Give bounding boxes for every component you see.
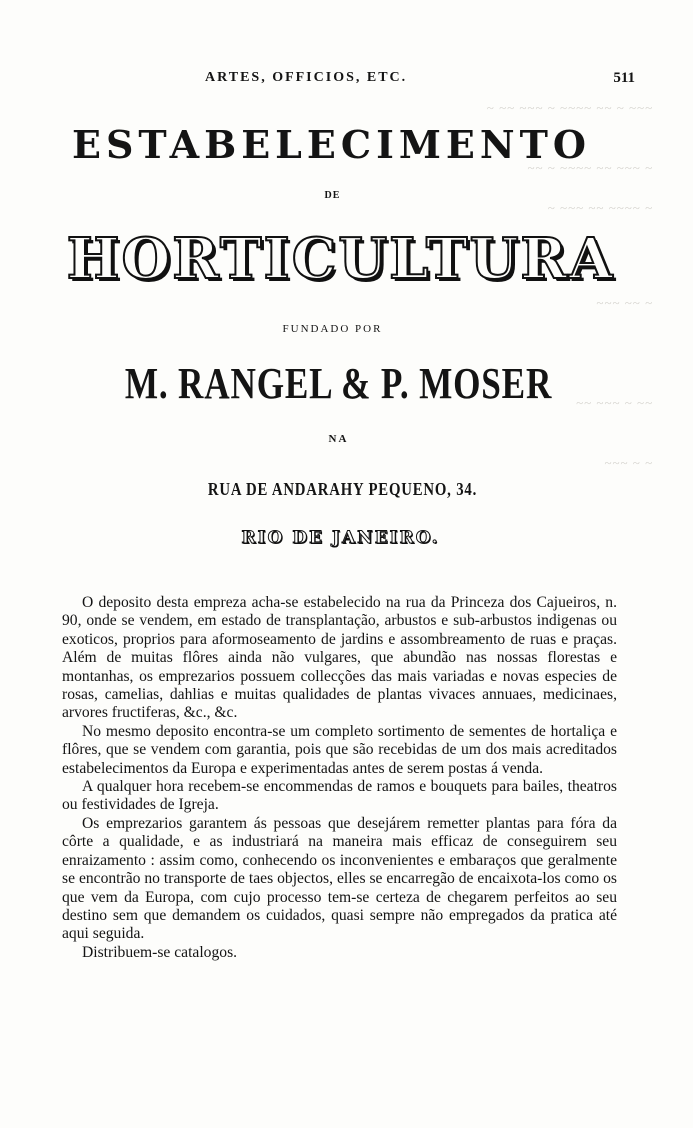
bleed-through-decoration: ~ ~~~ ~~ ~~~~ ~ — [547, 200, 653, 215]
title-establishment: ESTABELECIMENTO — [71, 122, 591, 167]
bleed-through-decoration: ~~~ ~ ~ — [604, 455, 653, 470]
founded-by-label: FUNDADO POR — [282, 323, 383, 335]
paragraph-orders: A qualquer hora recebem-se encommendas de ramos e bouquets para bailes, theatros ou festividades de Igreja. — [62, 778, 617, 814]
na-label: NA — [328, 433, 349, 445]
page-number: 511 — [613, 70, 635, 86]
bleed-through-decoration: ~~~ ~~ ~ — [596, 295, 653, 310]
bleed-through-decoration: ~ ~~ ~~~ ~ ~~~~ ~~ ~ ~~~ — [486, 100, 653, 115]
paragraph-deposit: O deposito desta empreza acha-se estabelecido na rua da Princeza dos Cajueiros, n. 90, onde se vendem, em estado de transplantação, arbustos e sub-arbustos indigenas ou exoticos, proprios para aformoseamento de jardins e assombreamento de ruas e praças. Além de muitas flôres ainda não vulgares, que abundão nas nossas florestas e montanhas, os emprezarios possuem collecções das mais variadas e novas especies de rosas, camelias, dahlias e muitas qualidades de plantas vivaces annuaes, medicinaes, arvores fructiferas, &c., &c. — [62, 594, 617, 722]
paragraph-catalogs: Distribuem-se catalogos. — [82, 943, 238, 961]
title-connector: DE — [324, 190, 341, 201]
title-horticulture: HORTICULTURA — [66, 226, 615, 292]
founders-names: M. RANGEL & P. MOSER — [124, 359, 553, 408]
bleed-through-decoration: ~~ ~ ~~~~ ~~ ~~~ ~ — [527, 160, 653, 175]
bleed-through-decoration: ~~ ~~~ ~ ~~ — [575, 395, 653, 410]
paragraph-seeds: No mesmo deposito encontra-se um completo sortimento de sementes de hortaliça e flôres, que se vendem com garantia, pois que são recebidas de um dos mais acreditados estabelecimentos da Europa e experimentadas antes de serem postas á venda. — [62, 722, 617, 777]
street-address: RUA DE ANDARAHY PEQUENO, 34. — [207, 479, 478, 499]
running-head: ARTES, OFFICIOS, ETC. — [205, 70, 408, 85]
body-text — [62, 594, 617, 962]
paragraph-shipping: Os emprezarios garantem ás pessoas que desejárem remetter plantas para fóra da côrte a qualidade, e as industriará na maneira mais efficaz de conseguirem seu enraizamento : assim como, conhecendo os inconvenientes e embaraços que geralmente se encontrão no transporte de taes objectos, elles se encarregão de encaixota-los como os que vem da Europa, com cujo processo tem-se certeza de chegarem perfeitos ao seu destino sem que demandem os cuidados, quasi sempre não empregados da pratica até aqui seguida. — [62, 814, 617, 943]
city-name: RIO DE JANEIRO. — [241, 528, 440, 548]
